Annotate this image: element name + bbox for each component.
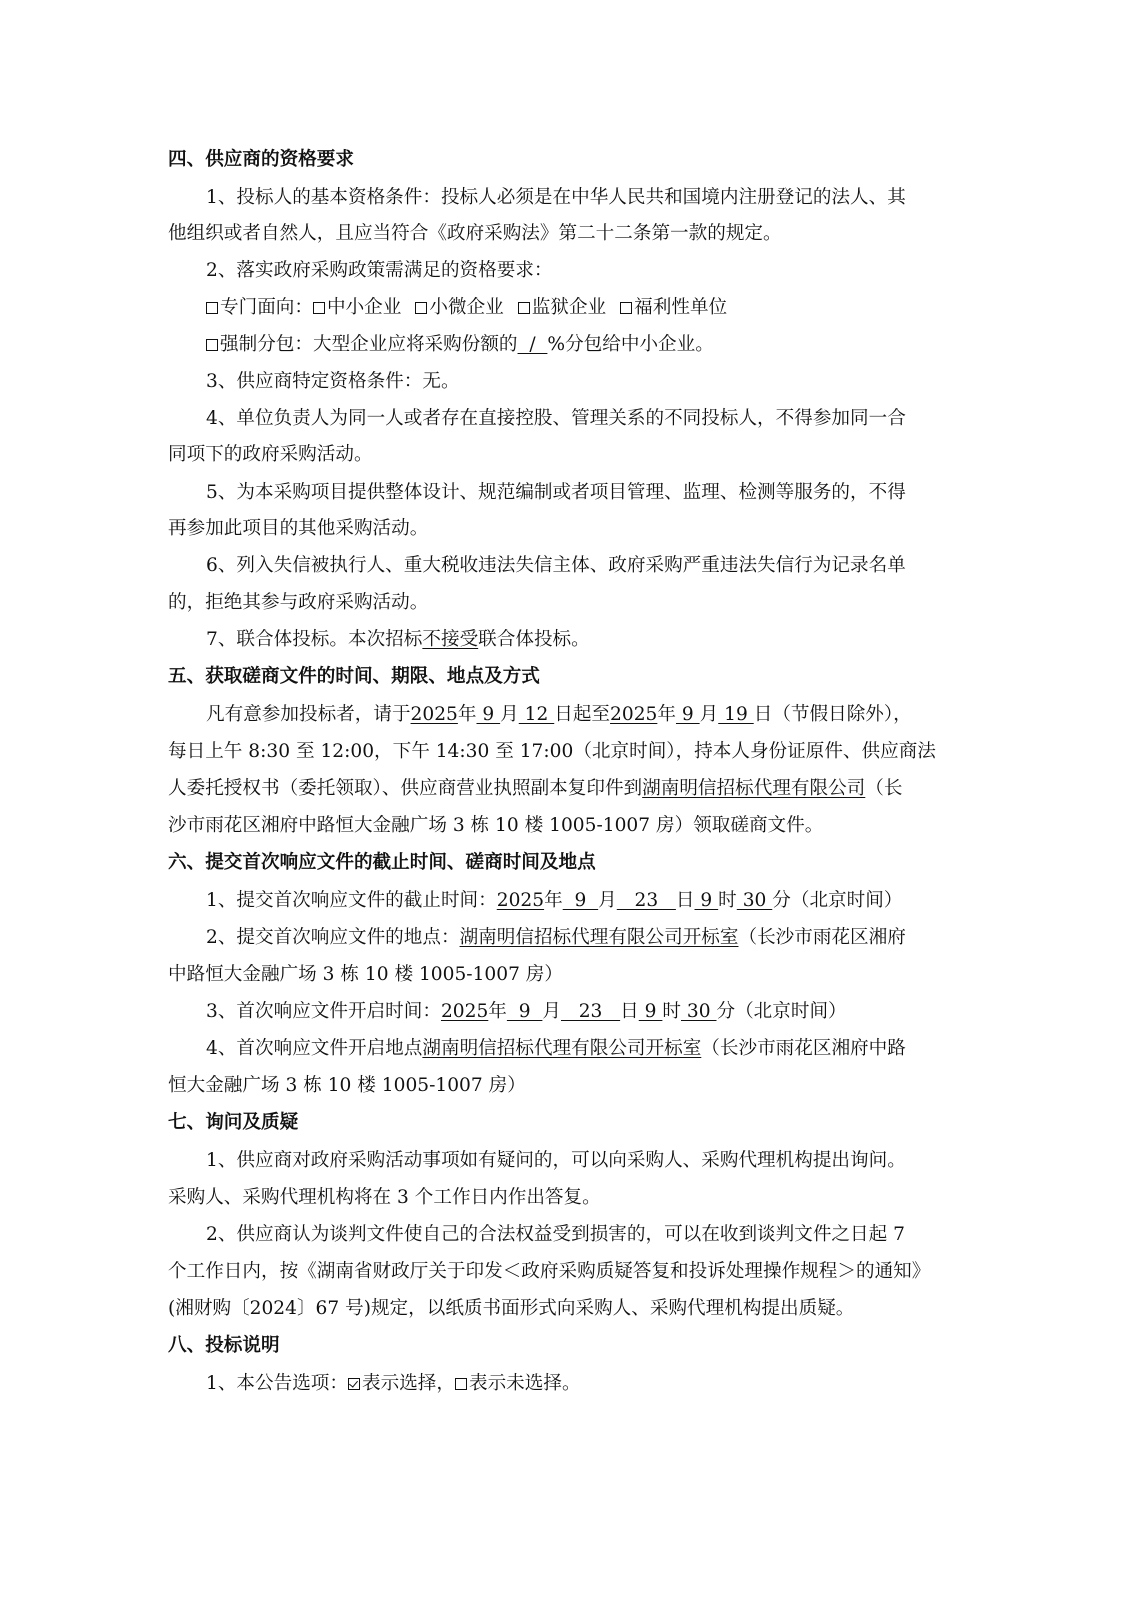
s6-text: 分（北京时间）	[772, 890, 903, 911]
s6-text: 年	[488, 1001, 507, 1022]
p7-text-end: 联合体投标。	[478, 629, 590, 650]
s5-text: 凡有意参加投标者，请于	[206, 704, 411, 725]
opening-day: 23	[561, 1001, 621, 1022]
s7-q1-line-2: 采购人、采购代理机构将在 3 个工作日内作出答复。	[168, 1187, 601, 1208]
s7-q2-line-1: 2、供应商认为谈判文件使自己的合法权益受到损害的，可以在收到谈判文件之日起 7	[206, 1224, 905, 1245]
deadline-hour: 9	[694, 890, 719, 911]
s5-line-1	[206, 702, 912, 728]
s6-text: 年	[544, 890, 563, 911]
p7-underlined: 不接受	[422, 629, 479, 650]
s6-text: 月	[598, 890, 617, 911]
end-day: 19	[718, 704, 754, 725]
s6-text: 时	[718, 890, 737, 911]
s4-para-5-line-2: 再参加此项目的其他采购活动。	[168, 518, 429, 539]
opening-month: 9	[506, 1001, 543, 1022]
start-month: 9	[476, 704, 501, 725]
s6-text: 分（北京时间）	[716, 1001, 847, 1022]
s6-location-line-2: 中路恒大金融广场 3 栋 10 楼 1005-1007 房）	[168, 964, 563, 985]
s8-text: 1、本公告选项：	[206, 1373, 348, 1394]
s5-text: 月	[699, 704, 719, 725]
checkbox-icon[interactable]	[206, 302, 218, 314]
deadline-minute: 30	[736, 890, 773, 911]
s6-opening-place-line-1	[206, 1036, 906, 1062]
s4-para-7	[206, 627, 590, 653]
s4-para-1-line-2: 他组织或者自然人，且应当符合《政府采购法》第二十二条第一款的规定。	[168, 223, 782, 244]
opening-hour: 9	[638, 1001, 663, 1022]
s5-text: 日（节假日除外），	[753, 704, 912, 725]
start-day: 12	[518, 704, 555, 725]
s6-opening-place-line-2: 恒大金融广场 3 栋 10 楼 1005-1007 房）	[168, 1075, 526, 1096]
s6-opening-time	[206, 999, 847, 1025]
s5-text: 月	[500, 704, 519, 725]
s8-text: 表示选择，	[362, 1373, 455, 1394]
targeted-label: 专门面向：	[220, 297, 313, 318]
checkbox-icon[interactable]	[415, 302, 427, 314]
s5-line-4: 沙市雨花区湘府中路恒大金融广场 3 栋 10 楼 1005-1007 房）领取磋商文件。	[168, 815, 824, 836]
s4-para-4-line-2: 同项下的政府采购活动。	[168, 444, 373, 465]
s5-text: （长	[865, 778, 903, 799]
s6-location-line-1	[206, 925, 906, 951]
deadline-day: 23	[616, 890, 676, 911]
checkbox-icon[interactable]	[518, 302, 530, 314]
s6-text: （长沙市雨花区湘府中路	[701, 1038, 906, 1059]
section-6-heading: 六、提交首次响应文件的截止时间、磋商时间及地点	[168, 852, 596, 873]
option-micro: 小微企业	[429, 297, 504, 318]
p7-text: 7、联合体投标。本次招标	[206, 629, 423, 650]
option-sme: 中小企业	[326, 297, 402, 318]
section-8-heading: 八、投标说明	[168, 1335, 280, 1356]
s4-para-1-line-1: 1、投标人的基本资格条件：投标人必须是在中华人民共和国境内注册登记的法人、其	[206, 187, 906, 208]
deadline-month: 9	[562, 890, 599, 911]
deadline-year: 2025	[496, 890, 545, 911]
opening-year: 2025	[440, 1001, 489, 1022]
targeted-options-row	[206, 295, 727, 321]
s7-q2-line-2: 个工作日内，按《湖南省财政厅关于印发＜政府采购质疑答复和投诉处理操作规程＞的通知》	[168, 1261, 931, 1282]
s5-line-3	[168, 776, 902, 802]
s6-text: （长沙市雨花区湘府	[738, 927, 906, 948]
s5-text: 人委托授权书（委托领取）、供应商营业执照副本复印件到	[168, 778, 643, 799]
option-welfare: 福利性单位	[634, 297, 728, 318]
checked-box-icon	[348, 1378, 360, 1390]
s6-text: 4、首次响应文件开启地点	[206, 1038, 423, 1059]
s6-text: 1、提交首次响应文件的截止时间：	[206, 890, 497, 911]
s7-q2-line-3: (湘财购〔2024〕67 号)规定，以纸质书面形式向采购人、采购代理机构提出质疑。	[168, 1298, 855, 1319]
section-5-heading: 五、获取磋商文件的时间、期限、地点及方式	[168, 666, 540, 687]
option-prison: 监狱企业	[531, 297, 607, 318]
s6-text: 日	[620, 1001, 639, 1022]
s6-text: 3、首次响应文件开启时间：	[206, 1001, 441, 1022]
subcontract-text: 强制分包：大型企业应将采购份额的	[220, 334, 518, 355]
s6-deadline	[206, 888, 902, 914]
s6-text: 2、提交首次响应文件的地点：	[206, 927, 460, 948]
s7-q1-line-1: 1、供应商对政府采购活动事项如有疑问的，可以向采购人、采购代理机构提出询问。	[206, 1150, 906, 1171]
s6-text: 时	[662, 1001, 681, 1022]
start-year: 2025	[410, 704, 458, 725]
subcontract-percent: /	[517, 334, 548, 355]
opening-room: 湖南明信招标代理有限公司开标室	[422, 1038, 702, 1059]
s4-para-6-line-1: 6、列入失信被执行人、重大税收违法失信主体、政府采购严重违法失信行为记录名单	[206, 555, 906, 576]
subcontract-text-end: %分包给中小企业。	[547, 334, 714, 355]
section-4-heading: 四、供应商的资格要求	[168, 149, 354, 170]
checkbox-icon	[455, 1378, 467, 1390]
s4-para-5-line-1: 5、为本采购项目提供整体设计、规范编制或者项目管理、监理、检测等服务的，不得	[206, 482, 906, 503]
end-month: 9	[675, 704, 700, 725]
s8-text: 表示未选择。	[468, 1373, 581, 1394]
s4-para-2: 2、落实政府采购政策需满足的资格要求：	[206, 260, 553, 281]
s5-text: 年	[457, 704, 477, 725]
s5-text: 日起至	[554, 704, 611, 725]
checkbox-icon[interactable]	[620, 302, 632, 314]
s4-para-6-line-2: 的，拒绝其参与政府采购活动。	[168, 592, 429, 613]
agency-name: 湖南明信招标代理有限公司	[642, 778, 866, 799]
opening-room: 湖南明信招标代理有限公司开标室	[459, 927, 739, 948]
s6-text: 月	[542, 1001, 561, 1022]
checkbox-icon[interactable]	[313, 302, 325, 314]
subcontract-row	[206, 332, 714, 358]
section-7-heading: 七、询问及质疑	[168, 1112, 299, 1133]
s4-para-3: 3、供应商特定资格条件：无。	[206, 371, 460, 392]
s4-para-4-line-1: 4、单位负责人为同一人或者存在直接控股、管理关系的不同投标人，不得参加同一合	[206, 408, 906, 429]
s6-text: 日	[675, 890, 695, 911]
s5-line-2: 每日上午 8:30 至 12:00，下午 14:30 至 17:00（北京时间），持本人身份证原件、供应商法	[168, 741, 936, 762]
checkbox-icon[interactable]	[206, 339, 218, 351]
s5-text: 年	[657, 704, 676, 725]
opening-minute: 30	[681, 1001, 717, 1022]
s8-note-1	[206, 1371, 581, 1397]
end-year: 2025	[610, 704, 658, 725]
